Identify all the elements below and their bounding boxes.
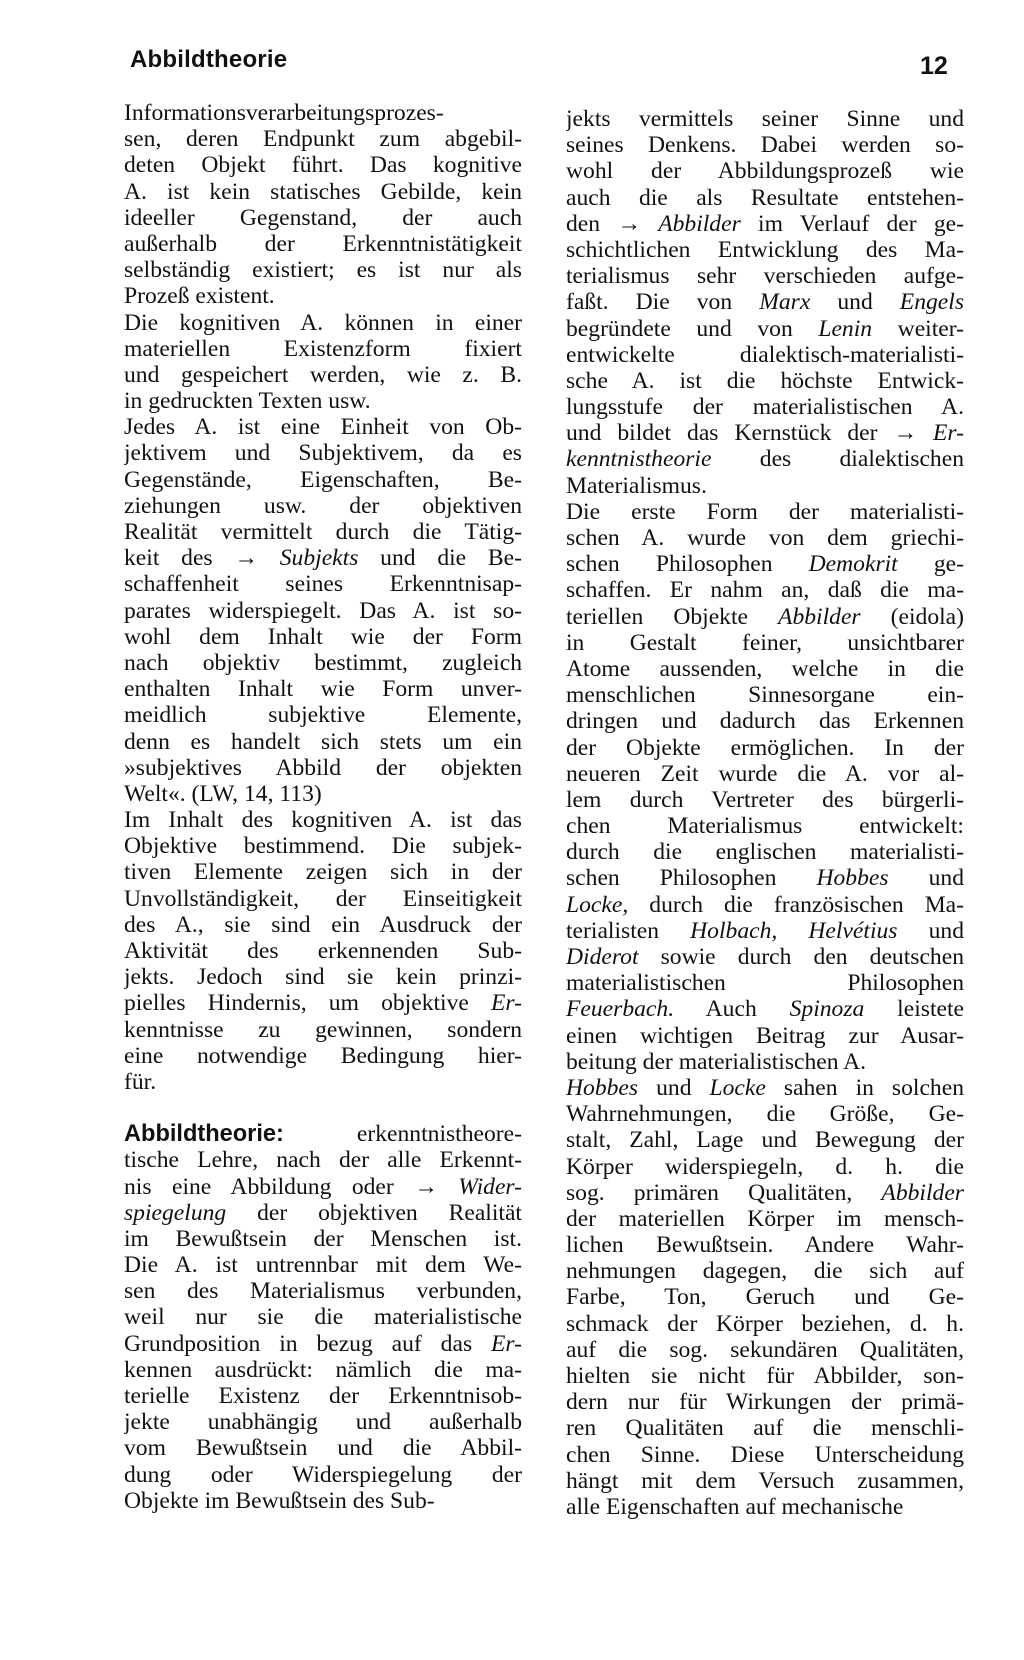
left-column-line: wohl dem Inhalt wie der Form <box>124 623 522 650</box>
right-column-line: hielten sie nicht für Abbilder, son- <box>566 1363 964 1389</box>
left-column-line: dung oder Widerspiegelung der <box>124 1461 522 1488</box>
left-column-line: und gespeichert werden, wie z. B. <box>124 361 522 388</box>
right-column-line: beitung der materialistischen A. <box>566 1048 867 1075</box>
right-column-line: hängt mit dem Versuch zusammen, <box>566 1467 964 1494</box>
left-column-line: »subjektives Abbild der objekten <box>124 754 522 781</box>
left-column-line: deten Objekt führt. Das kognitive <box>124 152 522 179</box>
left-column-line: Objektive bestimmend. Die subjek- <box>124 833 522 860</box>
left-column-line: parates widerspiegelt. Das A. ist so- <box>124 597 522 624</box>
right-column-line: kenntnistheorie des dialektischen <box>566 446 964 473</box>
right-column-line: chen Materialismus entwickelt: <box>566 813 964 840</box>
left-column-line: selbständig existiert; es ist nur als <box>124 257 522 284</box>
right-column-line: begründete und von Lenin weiter- <box>566 315 964 342</box>
left-column-line: Gegenstände, Eigenschaften, Be- <box>124 466 522 493</box>
right-column-line: ren Qualitäten auf die menschli- <box>566 1415 964 1442</box>
left-column-line: Objekte im Bewußtsein des Sub- <box>124 1487 435 1514</box>
left-column-line: kenntnisse zu gewinnen, sondern <box>124 1016 522 1043</box>
left-column-line: Realität vermittelt durch die Tätig- <box>124 519 522 545</box>
left-column-line: Jedes A. ist eine Einheit von Ob- <box>124 414 522 441</box>
left-column-line: materiellen Existenzform fixiert <box>124 335 522 362</box>
paragraph-gap <box>124 1095 522 1121</box>
left-column-line: keit des → Subjekts und die Be- <box>124 545 522 572</box>
left-column-line: nach objektiv bestimmt, zugleich <box>124 649 522 676</box>
right-column-line: stalt, Zahl, Lage und Bewegung der <box>566 1127 964 1154</box>
left-column-line: des A., sie sind ein Ausdruck der <box>124 911 522 938</box>
right-column-line: der materiellen Körper im mensch- <box>566 1205 964 1232</box>
left-column-line: tiven Elemente zeigen sich in der <box>124 859 522 886</box>
right-column-line: teriellen Objekte Abbilder (eidola) <box>566 603 964 630</box>
left-column-line: nis eine Abbildung oder → Wider- <box>124 1173 522 1200</box>
right-column-line: nehmungen dagegen, die sich auf <box>566 1258 964 1285</box>
left-column-line: tische Lehre, nach der alle Erkennt- <box>124 1147 522 1174</box>
left-column-line: pielles Hindernis, um objektive Er- <box>124 990 522 1017</box>
right-column-line: jekts vermittels seiner Sinne und <box>566 106 964 132</box>
left-column-line: meidlich subjektive Elemente, <box>124 702 522 729</box>
left-column-line: Grundposition in bezug auf das Er- <box>124 1330 522 1357</box>
right-column-line: auf die sog. sekundären Qualitäten, <box>566 1336 964 1363</box>
right-column-line: einen wichtigen Beitrag zur Ausar- <box>566 1022 964 1049</box>
right-column-line: schen Philosophen Demokrit ge- <box>566 551 964 578</box>
left-column-line: Informationsverarbeitungsprozes- <box>124 100 444 126</box>
right-column-line: lungsstufe der materialistischen A. <box>566 394 964 421</box>
left-column-line: kennen ausdrückt: nämlich die ma- <box>124 1356 522 1383</box>
left-column-line: außerhalb der Erkenntnistätigkeit <box>124 230 522 257</box>
right-column-line: Materialismus. <box>566 472 707 499</box>
right-column-line: und bildet das Kernstück der → Er- <box>566 420 964 447</box>
left-column-line: Im Inhalt des kognitiven A. ist das <box>124 807 522 834</box>
left-column-line: sen des Materialismus verbunden, <box>124 1278 522 1305</box>
right-column-line: chen Sinne. Diese Unterscheidung <box>566 1441 964 1468</box>
right-column-line: lem durch Vertreter des bürgerli- <box>566 786 964 813</box>
right-column-line: terialismus sehr verschieden aufge- <box>566 263 964 290</box>
right-column-line: sche A. ist die höchste Entwick- <box>566 367 964 394</box>
left-column-line: Welt«. (LW, 14, 113) <box>124 780 322 807</box>
right-column-line: Diderot sowie durch den deutschen <box>566 944 964 970</box>
right-column-line: Feuerbach. Auch Spinoza leistete <box>566 996 964 1023</box>
right-column-line: terialisten Holbach, Helvétius und <box>566 917 964 944</box>
right-column-line: dringen und dadurch das Erkennen <box>566 708 964 735</box>
left-column-line: terielle Existenz der Erkenntnisob- <box>124 1383 522 1409</box>
right-column-line: Locke, durch die französischen Ma- <box>566 891 964 918</box>
right-column-line: Körper widerspiegeln, d. h. die <box>566 1153 964 1180</box>
left-column-line: ziehungen usw. der objektiven <box>124 492 522 519</box>
right-column-line: schen A. wurde von dem griechi- <box>566 525 964 551</box>
right-column-line: alle Eigenschaften auf mechanische <box>566 1493 904 1520</box>
right-column-line: auch die als Resultate entstehen- <box>566 184 964 211</box>
left-column-line: enthalten Inhalt wie Form unver- <box>124 676 522 703</box>
right-column-line: Wahrnehmungen, die Größe, Ge- <box>566 1101 964 1128</box>
left-column-line: für. <box>124 1068 157 1095</box>
right-column-line: Atome aussenden, welche in die <box>566 655 964 682</box>
left-column-line: vom Bewußtsein und die Abbil- <box>124 1435 522 1462</box>
left-column-line: in gedruckten Texten usw. <box>124 388 371 415</box>
left-column-line: eine notwendige Bedingung hier- <box>124 1042 522 1069</box>
left-column-line: sen, deren Endpunkt zum abgebil- <box>124 126 522 153</box>
left-column-line: im Bewußtsein der Menschen ist. <box>124 1225 522 1252</box>
left-column-line: jektivem und Subjektivem, da es <box>124 440 522 467</box>
right-column-line: Die erste Form der materialisti- <box>566 498 964 525</box>
left-column-line: Abbildtheorie: erkenntnistheore- <box>124 1121 522 1148</box>
right-column-line: schmack der Körper beziehen, d. h. <box>566 1310 964 1337</box>
right-column-line: schaffen. Er nahm an, daß die ma- <box>566 577 964 604</box>
right-column-line: den → Abbilder im Verlauf der ge- <box>566 210 964 237</box>
right-column-line: menschlichen Sinnesorgane ein- <box>566 682 964 709</box>
left-column-line: spiegelung der objektiven Realität <box>124 1199 522 1226</box>
right-column-line: neueren Zeit wurde die A. vor al- <box>566 760 964 787</box>
right-column-line: Farbe, Ton, Geruch und Ge- <box>566 1284 964 1311</box>
left-column-line: ideeller Gegenstand, der auch <box>124 204 522 231</box>
right-column-line: schichtlichen Entwicklung des Ma- <box>566 236 964 263</box>
left-column-line: Prozeß existent. <box>124 283 275 310</box>
right-column-line: durch die englischen materialisti- <box>566 839 964 866</box>
right-column-line: entwickelte dialektisch-materialisti- <box>566 341 964 368</box>
left-column-line: Aktivität des erkennenden Sub- <box>124 938 522 964</box>
right-column-line: lichen Bewußtsein. Andere Wahr- <box>566 1232 964 1259</box>
right-column-line: faßt. Die von Marx und Engels <box>566 289 964 316</box>
right-column <box>566 106 964 1520</box>
left-column-line: denn es handelt sich stets um ein <box>124 728 522 755</box>
right-column-line: Hobbes und Locke sahen in solchen <box>566 1074 964 1101</box>
left-column-line: jekts. Jedoch sind sie kein prinzi- <box>124 964 522 991</box>
left-column-line: Die kognitiven A. können in einer <box>124 309 522 336</box>
left-column-line: Die A. ist untrennbar mit dem We- <box>124 1252 522 1279</box>
left-column-line: jekte unabhängig und außerhalb <box>124 1409 522 1436</box>
right-column-line: in Gestalt feiner, unsichtbarer <box>566 629 964 656</box>
left-column-line: Unvollständigkeit, der Einseitigkeit <box>124 885 522 912</box>
right-column-line: schen Philosophen Hobbes und <box>566 865 964 892</box>
right-column-line: wohl der Abbildungsprozeß wie <box>566 158 964 185</box>
right-column-line: seines Denkens. Dabei werden so- <box>566 132 964 159</box>
right-column-line: dern nur für Wirkungen der primä- <box>566 1389 964 1416</box>
right-column-line: materialistischen Philosophen <box>566 970 964 997</box>
left-column-line: schaffenheit seines Erkenntnisap- <box>124 571 522 598</box>
right-column-line: der Objekte ermöglichen. In der <box>566 734 964 761</box>
right-column-line: sog. primären Qualitäten, Abbilder <box>566 1179 964 1206</box>
page-number: 12 <box>920 52 948 80</box>
left-column <box>124 100 522 1514</box>
page-header-title: Abbildtheorie <box>130 46 288 73</box>
left-column-line: A. ist kein statisches Gebilde, kein <box>124 178 522 205</box>
left-column-line: weil nur sie die materialistische <box>124 1304 522 1331</box>
